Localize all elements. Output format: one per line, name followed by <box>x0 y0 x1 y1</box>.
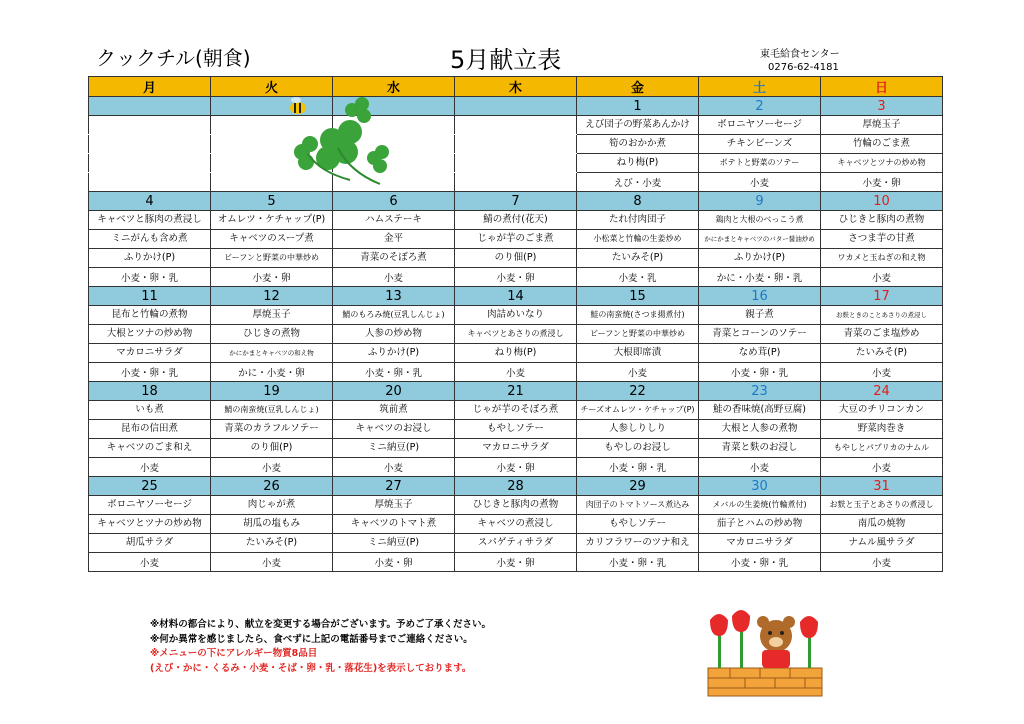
date-cell: 27 <box>333 477 455 496</box>
menu-item: かにかまとキャベツの和え物 <box>211 344 333 363</box>
date-cell: 11 <box>89 287 211 306</box>
date-cell: 17 <box>821 287 943 306</box>
date-cell: 14 <box>455 287 577 306</box>
menu-item: たいみそ(P) <box>821 344 943 363</box>
weekday-tue: 火 <box>211 77 333 97</box>
allergy-cell: 小麦・卵 <box>821 173 943 192</box>
allergy-cell: 小麦・卵 <box>333 553 455 572</box>
weekday-mon: 月 <box>89 77 211 97</box>
date-row <box>89 477 943 496</box>
menu-item: 肉団子のトマトソース煮込み <box>577 496 699 515</box>
menu-item: 鯖の煮付(花天) <box>455 211 577 230</box>
note-contact: ※何か異常を感じましたら、食べずに上記の電話番号までご連絡ください。 <box>150 633 473 645</box>
date-cell: 10 <box>821 192 943 211</box>
allergy-cell: 小麦 <box>699 458 821 477</box>
allergy-row <box>89 458 943 477</box>
menu-item: ひじきの煮物 <box>211 325 333 344</box>
menu-item: ふりかけ(P) <box>699 249 821 268</box>
menu-item: キャベツのスープ煮 <box>211 230 333 249</box>
menu-item <box>455 154 577 173</box>
menu-item: のり佃(P) <box>455 249 577 268</box>
menu-item: ポテトと野菜のソテー <box>699 154 821 173</box>
date-cell: 30 <box>699 477 821 496</box>
menu-row <box>89 401 943 420</box>
allergy-cell: 小麦 <box>821 268 943 287</box>
menu-item: ミニがんも含め煮 <box>89 230 211 249</box>
date-cell: 1 <box>577 97 699 116</box>
menu-item: 鯖のもろみ焼(豆乳しんじょ) <box>333 306 455 325</box>
menu-item: ハムステーキ <box>333 211 455 230</box>
allergy-cell: 小麦・乳 <box>577 268 699 287</box>
allergy-cell: 小麦・卵・乳 <box>89 363 211 382</box>
menu-item: 大根とツナの炒め物 <box>89 325 211 344</box>
center-name: 東毛給食センター <box>760 49 840 60</box>
menu-row <box>89 249 943 268</box>
menu-item: キャベツのごま和え <box>89 439 211 458</box>
menu-item: キャベツと豚肉の煮浸し <box>89 211 211 230</box>
menu-row <box>89 154 943 173</box>
date-cell: 2 <box>699 97 821 116</box>
date-cell: 26 <box>211 477 333 496</box>
menu-item: 人参の炒め物 <box>333 325 455 344</box>
menu-item: なめ茸(P) <box>699 344 821 363</box>
menu-item: もやしのお浸し <box>577 439 699 458</box>
menu-item: カリフラワーのツナ和え <box>577 534 699 553</box>
menu-item: キャベツのお浸し <box>333 420 455 439</box>
date-cell: 15 <box>577 287 699 306</box>
menu-item: もやしとパプリカのナムル <box>821 439 943 458</box>
menu-item: ねり梅(P) <box>455 344 577 363</box>
allergy-cell: 小麦・卵・乳 <box>89 268 211 287</box>
allergy-row <box>89 363 943 382</box>
menu-item: 大豆のチリコンカン <box>821 401 943 420</box>
note-change: ※材料の都合により、献立を変更する場合がございます。予めご了承ください。 <box>150 619 491 630</box>
date-cell: 12 <box>211 287 333 306</box>
menu-item: 厚焼玉子 <box>211 306 333 325</box>
allergy-cell: 小麦・卵・乳 <box>577 553 699 572</box>
menu-item: チキンビーンズ <box>699 135 821 154</box>
allergy-cell: 小麦・卵・乳 <box>699 363 821 382</box>
menu-item: ナムル風サラダ <box>821 534 943 553</box>
menu-table <box>88 76 943 572</box>
menu-item: 人参しりしり <box>577 420 699 439</box>
menu-item: 胡瓜サラダ <box>89 534 211 553</box>
date-cell: 22 <box>577 382 699 401</box>
menu-item: 胡瓜の塩もみ <box>211 515 333 534</box>
weekday-thu: 木 <box>455 77 577 97</box>
weekday-fri: 金 <box>577 77 699 97</box>
menu-item: 昆布の信田煮 <box>89 420 211 439</box>
menu-item: かにかまとキャベツのバター醤油炒め <box>699 230 821 249</box>
menu-item: チーズオムレツ・ケチャップ(P) <box>577 401 699 420</box>
date-cell: 23 <box>699 382 821 401</box>
menu-item: もやしソテー <box>455 420 577 439</box>
menu-row <box>89 116 943 135</box>
menu-row <box>89 344 943 363</box>
menu-row <box>89 515 943 534</box>
allergy-cell: 小麦 <box>89 553 211 572</box>
date-cell <box>455 97 577 116</box>
menu-item: 昆布と竹輪の煮物 <box>89 306 211 325</box>
menu-item: ふりかけ(P) <box>333 344 455 363</box>
menu-item: 筑前煮 <box>333 401 455 420</box>
menu-item: キャベツのトマト煮 <box>333 515 455 534</box>
menu-item: ひじきと豚肉の煮物 <box>455 496 577 515</box>
menu-item: 大根即席漬 <box>577 344 699 363</box>
allergy-cell: 小麦 <box>333 458 455 477</box>
menu-item: 厚焼玉子 <box>333 496 455 515</box>
allergy-cell: 小麦・卵・乳 <box>333 363 455 382</box>
menu-item: じゃが芋のごま煮 <box>455 230 577 249</box>
date-cell: 28 <box>455 477 577 496</box>
allergy-cell: 小麦 <box>699 173 821 192</box>
menu-item: ボロニヤソーセージ <box>89 496 211 515</box>
allergy-cell: 小麦 <box>821 553 943 572</box>
allergy-cell: 小麦・卵 <box>455 458 577 477</box>
date-cell: 7 <box>455 192 577 211</box>
menu-row <box>89 325 943 344</box>
allergy-row <box>89 173 943 192</box>
menu-item: ワカメと玉ねぎの和え物 <box>821 249 943 268</box>
allergy-cell <box>455 173 577 192</box>
menu-item: キャベツの煮浸し <box>455 515 577 534</box>
weekday-sat: 土 <box>699 77 821 97</box>
menu-item: えび団子の野菜あんかけ <box>577 116 699 135</box>
allergy-cell: 小麦・卵・乳 <box>699 553 821 572</box>
menu-item: ねり梅(P) <box>577 154 699 173</box>
menu-item: 青菜のカラフルソテー <box>211 420 333 439</box>
menu-item: キャベツとツナの炒め物 <box>821 154 943 173</box>
allergy-cell: 小麦 <box>211 458 333 477</box>
date-cell: 25 <box>89 477 211 496</box>
date-cell: 9 <box>699 192 821 211</box>
clover-illustration <box>280 92 400 192</box>
date-row <box>89 192 943 211</box>
allergy-cell: 小麦 <box>89 458 211 477</box>
menu-item: 厚焼玉子 <box>821 116 943 135</box>
menu-item <box>89 116 211 135</box>
menu-item <box>89 135 211 154</box>
menu-item: ミニ納豆(P) <box>333 534 455 553</box>
menu-row <box>89 496 943 515</box>
menu-item: 金平 <box>333 230 455 249</box>
weekday-wed: 水 <box>333 77 455 97</box>
menu-row <box>89 135 943 154</box>
menu-item: キャベツとツナの炒め物 <box>89 515 211 534</box>
allergy-row <box>89 553 943 572</box>
note-allergy: ※メニューの下にアレルギー物質8品目 <box>150 648 318 659</box>
menu-item: 鮭の香味焼(高野豆腐) <box>699 401 821 420</box>
center-phone: 0276-62-4181 <box>768 62 839 73</box>
bee-icon <box>290 97 306 114</box>
menu-item: 大根と人参の煮物 <box>699 420 821 439</box>
menu-item: たれ付肉団子 <box>577 211 699 230</box>
menu-item <box>455 116 577 135</box>
menu-row <box>89 439 943 458</box>
menu-item: 鶏肉と大根のべっこう煮 <box>699 211 821 230</box>
allergy-cell: 小麦 <box>333 268 455 287</box>
allergy-cell: 小麦・卵 <box>455 268 577 287</box>
date-cell: 21 <box>455 382 577 401</box>
menu-item: ビーフンと野菜の中華炒め <box>211 249 333 268</box>
menu-item: マカロニサラダ <box>699 534 821 553</box>
menu-item: マカロニサラダ <box>455 439 577 458</box>
menu-item: キャベツとあさりの煮浸し <box>455 325 577 344</box>
menu-item: さつま芋の甘煮 <box>821 230 943 249</box>
date-cell: 18 <box>89 382 211 401</box>
menu-item <box>89 154 211 173</box>
menu-item: ひじきと豚肉の煮物 <box>821 211 943 230</box>
menu-item: メバルの生姜焼(竹輪煮付) <box>699 496 821 515</box>
menu-item: 青菜とコーンのソテー <box>699 325 821 344</box>
menu-item: 青菜のそぼろ煮 <box>333 249 455 268</box>
date-cell: 16 <box>699 287 821 306</box>
date-cell: 19 <box>211 382 333 401</box>
menu-item: いも煮 <box>89 401 211 420</box>
allergy-cell: 小麦・卵 <box>211 268 333 287</box>
menu-row <box>89 534 943 553</box>
menu-item: ボロニヤソーセージ <box>699 116 821 135</box>
menu-item: ビーフンと野菜の中華炒め <box>577 325 699 344</box>
menu-item: 鮭の南蛮焼(さつま揚煮付) <box>577 306 699 325</box>
menu-row <box>89 420 943 439</box>
date-cell: 13 <box>333 287 455 306</box>
date-cell: 8 <box>577 192 699 211</box>
date-row <box>89 97 943 116</box>
menu-item: 肉詰めいなり <box>455 306 577 325</box>
date-row <box>89 382 943 401</box>
allergy-cell: 小麦 <box>211 553 333 572</box>
allergy-row <box>89 268 943 287</box>
allergy-cell: 小麦・卵 <box>455 553 577 572</box>
date-cell <box>89 97 211 116</box>
allergy-cell <box>89 173 211 192</box>
menu-item: 野菜肉巻き <box>821 420 943 439</box>
menu-row <box>89 230 943 249</box>
allergy-cell: 小麦・卵・乳 <box>577 458 699 477</box>
menu-row <box>89 211 943 230</box>
date-cell: 20 <box>333 382 455 401</box>
allergy-cell: 小麦 <box>455 363 577 382</box>
date-cell: 6 <box>333 192 455 211</box>
allergy-cell: 小麦 <box>821 363 943 382</box>
menu-item: たいみそ(P) <box>577 249 699 268</box>
allergy-cell: 小麦 <box>821 458 943 477</box>
allergy-cell: かに・小麦・卵・乳 <box>699 268 821 287</box>
menu-item: 小松菜と竹輪の生姜炒め <box>577 230 699 249</box>
menu-item: 竹輪のごま煮 <box>821 135 943 154</box>
menu-item: 南瓜の焼物 <box>821 515 943 534</box>
menu-category-title: クックチル(朝食) <box>96 46 251 70</box>
allergy-cell: かに・小麦・卵 <box>211 363 333 382</box>
menu-item: お麩ときのことあさりの煮浸し <box>821 306 943 325</box>
menu-item: ふりかけ(P) <box>89 249 211 268</box>
menu-item: 青菜と麩のお浸し <box>699 439 821 458</box>
menu-item: スパゲティサラダ <box>455 534 577 553</box>
allergy-cell: えび・小麦 <box>577 173 699 192</box>
date-cell: 5 <box>211 192 333 211</box>
date-cell: 29 <box>577 477 699 496</box>
menu-item: 青菜のごま塩炒め <box>821 325 943 344</box>
menu-item: 鯖の南蛮焼(豆乳しんじょ) <box>211 401 333 420</box>
menu-item <box>455 135 577 154</box>
menu-item: 茄子とハムの炒め物 <box>699 515 821 534</box>
menu-item: ミニ納豆(P) <box>333 439 455 458</box>
bear-icon <box>757 616 795 668</box>
date-cell: 31 <box>821 477 943 496</box>
menu-item: オムレツ・ケチャップ(P) <box>211 211 333 230</box>
menu-item: お麩と玉子とあさりの煮浸し <box>821 496 943 515</box>
note-allergy-items: (えび・かに・くるみ・小麦・そば・卵・乳・落花生)を表示しております。 <box>150 662 472 674</box>
weekday-header-row <box>89 77 943 97</box>
menu-item: のり佃(P) <box>211 439 333 458</box>
date-cell: 3 <box>821 97 943 116</box>
date-cell: 4 <box>89 192 211 211</box>
menu-item: 筍のおかか煮 <box>577 135 699 154</box>
weekday-sun: 日 <box>821 77 943 97</box>
notes <box>150 618 491 676</box>
menu-item: じゃが芋のそぼろ煮 <box>455 401 577 420</box>
date-row <box>89 287 943 306</box>
page-title: 5月献立表 <box>450 46 562 74</box>
menu-item: もやしソテー <box>577 515 699 534</box>
menu-item: マカロニサラダ <box>89 344 211 363</box>
allergy-cell: 小麦 <box>577 363 699 382</box>
menu-item: 親子煮 <box>699 306 821 325</box>
menu-row <box>89 306 943 325</box>
menu-item: たいみそ(P) <box>211 534 333 553</box>
menu-item: 肉じゃが煮 <box>211 496 333 515</box>
date-cell: 24 <box>821 382 943 401</box>
tulip-bear-illustration <box>700 606 830 698</box>
